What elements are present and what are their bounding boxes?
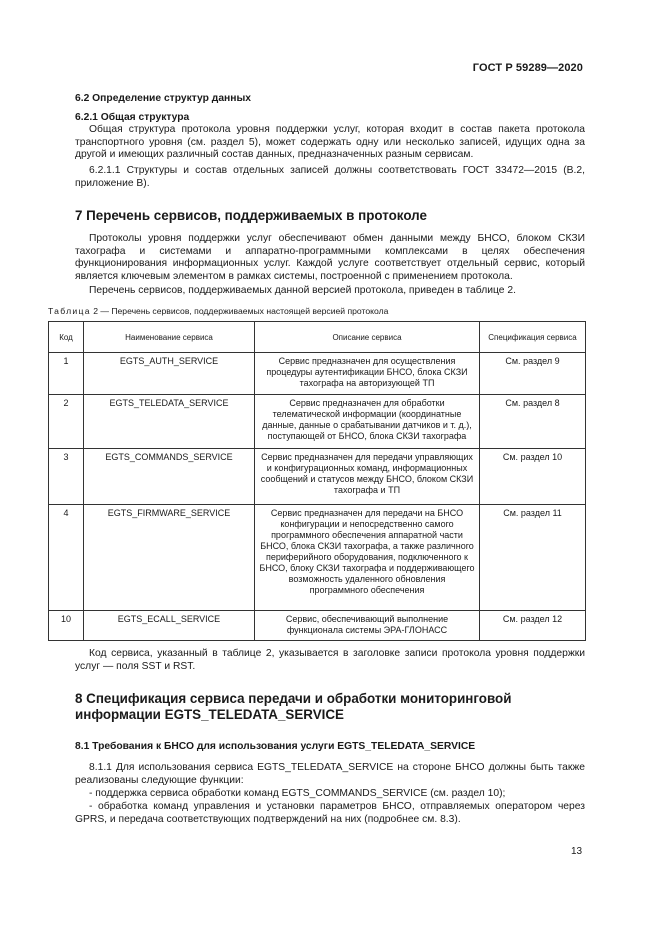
- services-table: [48, 321, 586, 641]
- table-caption: [48, 306, 388, 316]
- cell-description: Сервис предназначен для передачи управляющих и конфигурационных команд, информационных сообщений и статусов между БНСО, блоком СКЗИ тахографа и ТП: [255, 449, 480, 505]
- cell-service-name: EGTS_FIRMWARE_SERVICE: [84, 505, 255, 611]
- section-7-heading: 7 Перечень сервисов, поддерживаемых в протоколе: [75, 208, 427, 223]
- section-7-paragraph-1: Протоколы уровня поддержки услуг обеспечивают обмен данными между БНСО, блоком СКЗИ тахографа и системами и аппаратно-программными комплексами в целях обеспечения функционирования информационных услуг. Каждой услуге соответствует отдельный сервис, который является ключевым элементом в рамках системы, построенной с применением протокола.: [75, 233, 585, 282]
- section-8-heading: 8 Спецификация сервиса передачи и обработки мониторинговой информации EGTS_TELEDATA_SERVICE: [75, 691, 512, 722]
- cell-service-name: EGTS_ECALL_SERVICE: [84, 611, 255, 641]
- cell-code: 1: [49, 353, 84, 395]
- cell-spec: См. раздел 8: [480, 395, 586, 449]
- document-standard-header: ГОСТ Р 59289—2020: [472, 62, 583, 74]
- header-service-description: Описание сервиса: [255, 322, 480, 353]
- header-service-name: Наименование сервиса: [84, 322, 255, 353]
- cell-code: 10: [49, 611, 84, 641]
- section-6-2-1-1-paragraph: 6.2.1.1 Структуры и состав отдельных записей должны соответствовать ГОСТ 33472—2015 (В.2, приложение В).: [75, 165, 585, 189]
- list-item-2: - обработка команд управления и установки параметров БНСО, отправляемых оператором через GPRS, и передача соответствующих подтверждений на них (подробнее см. 8.3).: [75, 801, 585, 825]
- table-row: [49, 395, 586, 449]
- section-6-2-heading: 6.2 Определение структур данных: [75, 93, 252, 104]
- cell-code: 4: [49, 505, 84, 611]
- section-6-2-1-paragraph: Общая структура протокола уровня поддержки услуг, которая входит в состав пакета протокола транспортного уровня (см. раздел 5), может содержать одну или несколько записей, идущих одна за другой и имеющих различный состав данных, предназначенных разным сервисам.: [75, 124, 585, 161]
- cell-service-name: EGTS_COMMANDS_SERVICE: [84, 449, 255, 505]
- cell-spec: См. раздел 9: [480, 353, 586, 395]
- table-row: [49, 611, 586, 641]
- header-service-spec: Спецификация сервиса: [480, 322, 586, 353]
- table-row: [49, 449, 586, 505]
- table-row: [49, 505, 586, 611]
- table-caption-lead: Таблица: [48, 306, 91, 316]
- cell-service-name: EGTS_TELEDATA_SERVICE: [84, 395, 255, 449]
- cell-description: Сервис предназначен для осуществления процедуры аутентификации БНСО, блока СКЗИ тахографа на авторизующей ТП: [255, 353, 480, 395]
- cell-spec: См. раздел 10: [480, 449, 586, 505]
- cell-service-name: EGTS_AUTH_SERVICE: [84, 353, 255, 395]
- cell-spec: См. раздел 11: [480, 505, 586, 611]
- section-7-paragraph-2: Перечень сервисов, поддерживаемых данной версией протокола, приведен в таблице 2.: [89, 285, 516, 296]
- cell-code: 3: [49, 449, 84, 505]
- section-8-1-heading: 8.1 Требования к БНСО для использования услуги EGTS_TELEDATA_SERVICE: [75, 741, 476, 752]
- cell-description: Сервис предназначен для передачи на БНСО конфигурации и непосредственно самого программного обеспечения аппаратной части БНСО, блока СКЗИ тахографа, а также различного периферийного оборудования, подключенного к БНСО, блоку СКЗИ тахографа и поддерживающего возможность удаленного обновления программного обеспечения: [255, 505, 480, 611]
- header-code: Код: [49, 322, 84, 353]
- section-8-1-1-paragraph: 8.1.1 Для использования сервиса EGTS_TELEDATA_SERVICE на стороне БНСО должны быть также реализованы следующие функции:: [75, 762, 585, 786]
- table-header-row: [49, 322, 586, 353]
- table-row: [49, 353, 586, 395]
- list-item-1: - поддержка сервиса обработки команд EGTS_COMMANDS_SERVICE (см. раздел 10);: [89, 788, 506, 799]
- page-number: 13: [571, 846, 583, 857]
- after-table-note: Код сервиса, указанный в таблице 2, указывается в заголовке записи протокола уровня поддержки услуг — поля SST и RST.: [75, 648, 585, 672]
- cell-description: Сервис, обеспечивающий выполнение функционала системы ЭРА-ГЛОНАСС: [255, 611, 480, 641]
- cell-code: 2: [49, 395, 84, 449]
- table-caption-text: 2 — Перечень сервисов, поддерживаемых настоящей версией протокола: [93, 306, 389, 316]
- cell-spec: См. раздел 12: [480, 611, 586, 641]
- section-6-2-1-heading: 6.2.1 Общая структура: [75, 112, 190, 123]
- cell-description: Сервис предназначен для обработки телематической информации (координатные данные, данные о срабатывании датчиков и т. д.), поступающей от БНСО, блока СКЗИ тахографа: [255, 395, 480, 449]
